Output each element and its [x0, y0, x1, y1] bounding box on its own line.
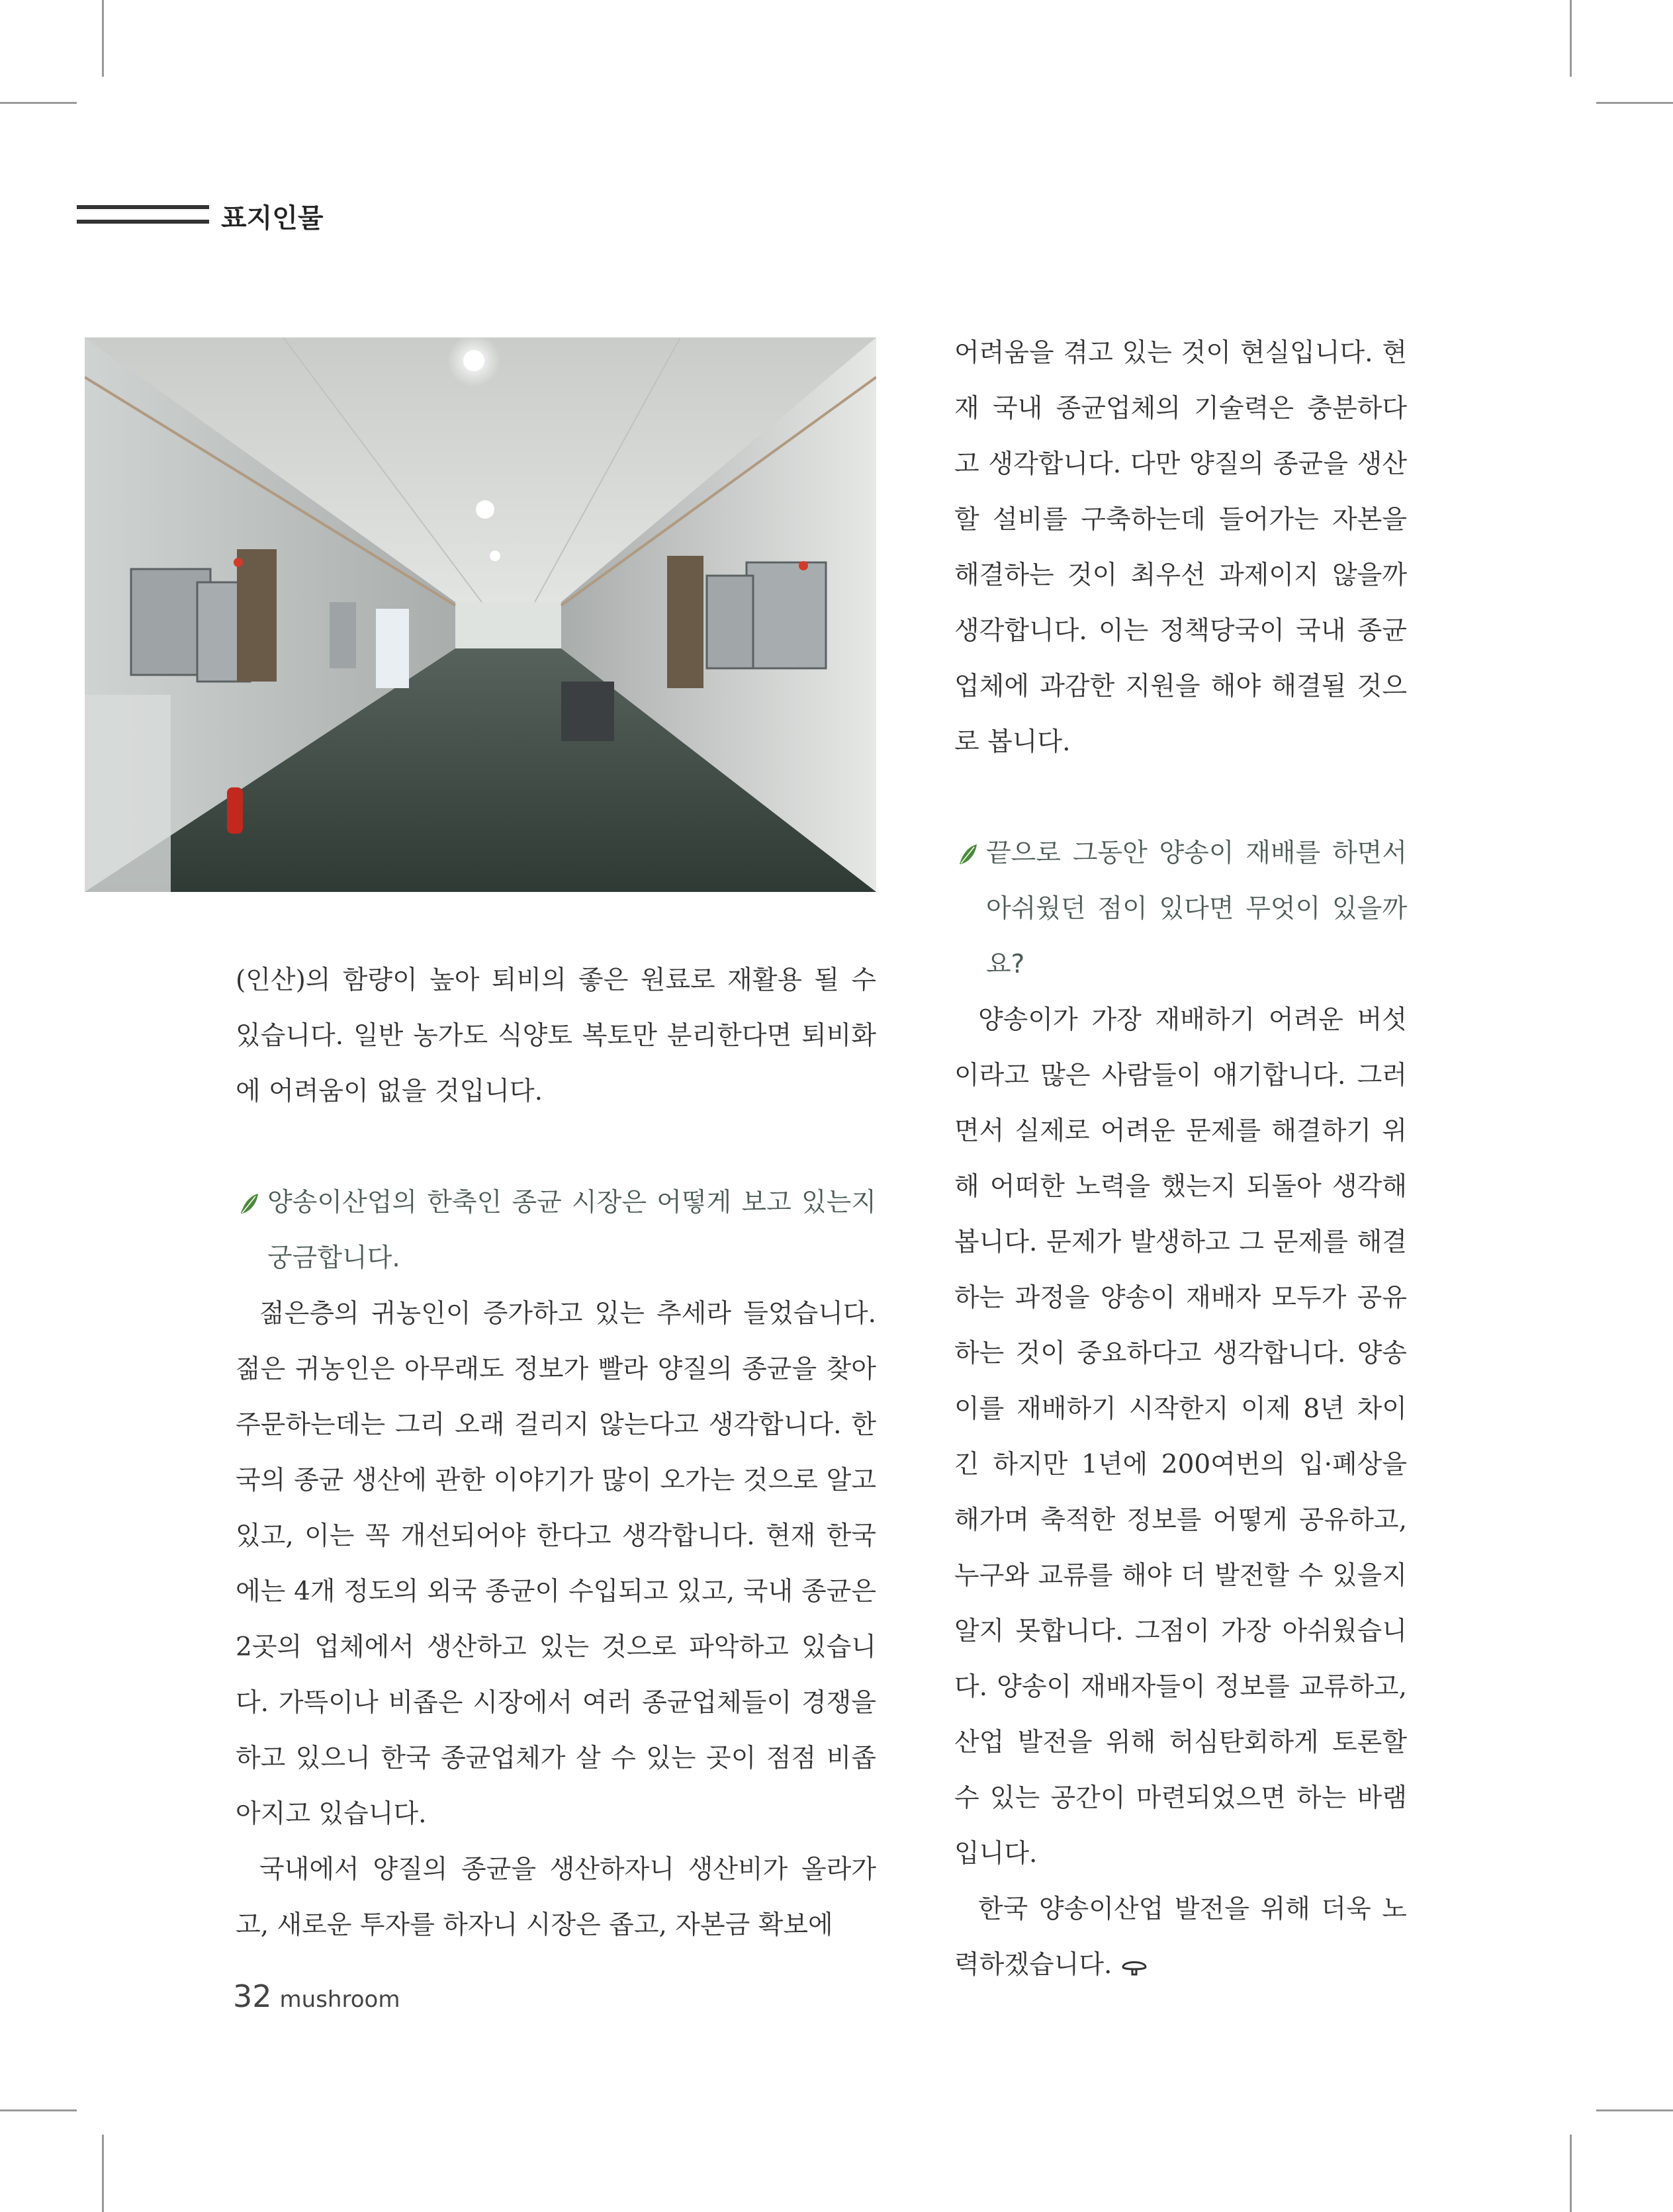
paragraph: (인산)의 함량이 높아 퇴비의 좋은 원료로 재활용 될 수 있습니다. 일반 농가도 식양토 복토만 분리한다면 퇴비화에 어려움이 없을 것입니다. — [236, 965, 876, 1106]
question-text: 끝으로 그동안 양송이 재배를 하면서 아쉬웠던 점이 있다면 무엇이 있을까요? — [986, 838, 1407, 979]
leaf-icon — [958, 843, 978, 865]
mushroom-end-icon — [1120, 1957, 1148, 1976]
section-rule — [77, 205, 209, 228]
crop-mark — [102, 2135, 104, 2212]
leaf-icon — [240, 1192, 259, 1215]
crop-mark — [0, 2109, 77, 2111]
page-folio — [233, 1978, 400, 2014]
crop-mark — [1596, 102, 1673, 104]
section-label: 표지인물 — [221, 203, 324, 234]
page-number: 32 — [233, 1978, 272, 2014]
crop-mark — [102, 0, 104, 77]
paragraph: 어려움을 겪고 있는 것이 현실입니다. 현재 국내 종균업체의 기술력은 충분하다고 생각합니다. 다만 양질의 종균을 생산할 설비를 구축하는데 들어가는 자본을 해결하는 것이 최우선 과제이지 않을까 생각합니다. 이는 정책당국이 국내 종균업체에 과감한 지원을 해야 해결될 것으로 봅니다. — [954, 338, 1407, 757]
crop-mark — [1570, 2135, 1572, 2212]
body-column-left — [236, 953, 876, 1953]
crop-mark — [1596, 2109, 1673, 2111]
paragraph — [954, 1882, 1407, 1993]
corridor-photo — [85, 337, 876, 892]
paragraph: 젊은층의 귀농인이 증가하고 있는 추세라 들었습니다. 젊은 귀농인은 아무래도 정보가 빨라 양질의 종균을 찾아 주문하는데는 그리 오래 걸리지 않는다고 생각합니다. 한국의 종균 생산에 관한 이야기가 많이 오가는 것으로 알고 있고, 이는 꼭 개선되어야 한다고 생각합니다. 현재 한국에는 4개 정도의 외국 종균이 수입되고 있고, 국내 종균은 2곳의 업체에서 생산하고 있는 것으로 파악하고 있습니다. 가뜩이나 비좁은 시장에서 여러 종균업체들이 경쟁을 하고 있으니 한국 종균업체가 살 수 있는 곳이 점점 비좁아지고 있습니다. — [236, 1299, 876, 1829]
interview-question — [954, 826, 1407, 993]
body-column-right — [954, 326, 1407, 1993]
crop-mark — [0, 102, 77, 104]
magazine-name: mushroom — [279, 1986, 400, 2013]
question-text: 양송이산업의 한축인 종균 시장은 어떻게 보고 있는지 궁금합니다. — [267, 1188, 876, 1273]
interview-question — [236, 1175, 876, 1286]
closing-text: 한국 양송이산업 발전을 위해 더욱 노력하겠습니다. — [954, 1894, 1407, 1980]
paragraph: 국내에서 양질의 종균을 생산하자니 생산비가 올라가고, 새로운 투자를 하자니 시장은 좁고, 자본금 확보에 — [236, 1855, 876, 1940]
paragraph: 양송이가 가장 재배하기 어려운 버섯이라고 많은 사람들이 얘기합니다. 그러면서 실제로 어려운 문제를 해결하기 위해 어떠한 노력을 했는지 되돌아 생각해 봅니다. 문제가 발생하고 그 문제를 해결하는 과정을 양송이 재배자 모두가 공유하는 것이 중요하다고 생각합니다. 양송이를 재배하기 시작한지 이제 8년 차이긴 하지만 1년에 200여번의 입·폐상을 해가며 축적한 정보를 어떻게 공유하고, 누구와 교류를 해야 더 발전할 수 있을지 알지 못합니다. 그점이 가장 아쉬웠습니다. 양송이 재배자들이 정보를 교류하고, 산업 발전을 위해 허심탄회하게 토론할 수 있는 공간이 마련되었으면 하는 바램입니다. — [954, 1005, 1407, 1869]
crop-mark — [1570, 0, 1572, 77]
